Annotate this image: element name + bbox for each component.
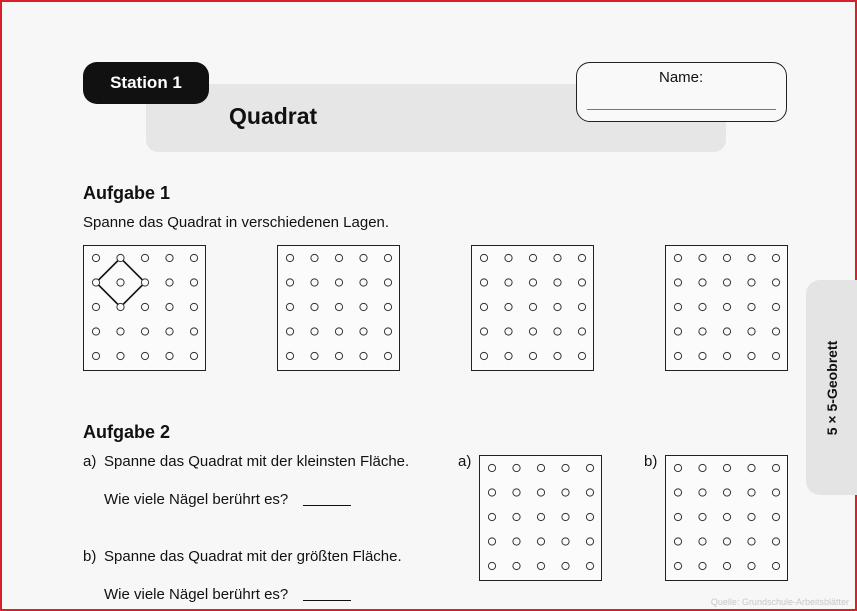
geoboard-peg[interactable] bbox=[335, 352, 342, 359]
geoboard-peg[interactable] bbox=[311, 303, 318, 310]
geoboard-peg[interactable] bbox=[505, 328, 512, 335]
side-tab-label: 5 × 5-Geobrett bbox=[824, 340, 840, 436]
geoboard-peg[interactable] bbox=[723, 489, 730, 496]
geoboard-peg[interactable] bbox=[699, 279, 706, 286]
geoboard-peg[interactable] bbox=[141, 303, 148, 310]
geoboard-peg[interactable] bbox=[723, 513, 730, 520]
geoboard-peg[interactable] bbox=[674, 513, 681, 520]
geoboard-3[interactable] bbox=[665, 245, 788, 371]
geoboard-peg[interactable] bbox=[286, 303, 293, 310]
geoboard-peg[interactable] bbox=[117, 279, 124, 286]
geoboard-peg[interactable] bbox=[488, 538, 495, 545]
aufgabe2-heading: Aufgabe 2 bbox=[83, 422, 171, 442]
geoboard-peg[interactable] bbox=[92, 328, 99, 335]
geoboard-peg[interactable] bbox=[772, 352, 779, 359]
geoboard-peg[interactable] bbox=[190, 328, 197, 335]
geoboard-peg[interactable] bbox=[748, 328, 755, 335]
geoboard-peg[interactable] bbox=[360, 254, 367, 261]
part-b-answer-line[interactable] bbox=[303, 600, 351, 601]
part-a-answer-line[interactable] bbox=[303, 505, 351, 506]
geoboard-peg[interactable] bbox=[335, 328, 342, 335]
geoboard-peg[interactable] bbox=[190, 279, 197, 286]
geoboard-peg[interactable] bbox=[480, 352, 487, 359]
geoboard-peg[interactable] bbox=[586, 464, 593, 471]
geoboard-peg[interactable] bbox=[505, 254, 512, 261]
geoboard-peg[interactable] bbox=[772, 538, 779, 545]
geoboard-peg[interactable] bbox=[699, 562, 706, 569]
geoboard-peg[interactable] bbox=[674, 352, 681, 359]
geoboard-peg[interactable] bbox=[723, 279, 730, 286]
geoboard-peg[interactable] bbox=[554, 303, 561, 310]
geoboard-peg[interactable] bbox=[488, 513, 495, 520]
geoboard-peg[interactable] bbox=[488, 464, 495, 471]
aufgabe1-heading: Aufgabe 1 bbox=[83, 183, 171, 203]
geoboard-peg[interactable] bbox=[674, 538, 681, 545]
geoboard-peg[interactable] bbox=[286, 352, 293, 359]
geoboard-peg[interactable] bbox=[748, 352, 755, 359]
geoboard-peg[interactable] bbox=[311, 279, 318, 286]
geoboard-peg[interactable] bbox=[141, 328, 148, 335]
geoboard-peg[interactable] bbox=[384, 254, 391, 261]
geoboard-peg[interactable] bbox=[578, 352, 585, 359]
geoboard-peg[interactable] bbox=[748, 513, 755, 520]
geoboard-peg[interactable] bbox=[384, 328, 391, 335]
geoboard-peg[interactable] bbox=[166, 328, 173, 335]
geoboard-peg[interactable] bbox=[513, 513, 520, 520]
part-b-marker: b) bbox=[83, 548, 97, 565]
geoboard-peg[interactable] bbox=[513, 538, 520, 545]
geoboard-peg[interactable] bbox=[190, 303, 197, 310]
part-a-text: Spanne das Quadrat mit der kleinsten Fläche. bbox=[104, 453, 410, 470]
geoboard-peg[interactable] bbox=[586, 538, 593, 545]
geoboard-peg[interactable] bbox=[578, 279, 585, 286]
geoboard-peg[interactable] bbox=[529, 254, 536, 261]
geoboard-peg[interactable] bbox=[141, 352, 148, 359]
geoboard-peg[interactable] bbox=[748, 562, 755, 569]
geoboard-peg[interactable] bbox=[772, 562, 779, 569]
geoboard-peg[interactable] bbox=[699, 489, 706, 496]
geoboard-peg[interactable] bbox=[286, 328, 293, 335]
geoboard-peg[interactable] bbox=[141, 279, 148, 286]
geoboard-peg[interactable] bbox=[748, 279, 755, 286]
geoboard-peg[interactable] bbox=[335, 303, 342, 310]
geoboard-peg[interactable] bbox=[674, 328, 681, 335]
geoboard-peg[interactable] bbox=[360, 279, 367, 286]
geoboard-peg[interactable] bbox=[562, 464, 569, 471]
geoboard-a[interactable] bbox=[479, 455, 602, 581]
geoboard-peg[interactable] bbox=[699, 538, 706, 545]
geoboard-peg[interactable] bbox=[537, 489, 544, 496]
watermark: Quelle: Grundschule-Arbeitsblätter bbox=[710, 597, 849, 607]
geoboard-peg[interactable] bbox=[562, 513, 569, 520]
geoboard-peg[interactable] bbox=[384, 303, 391, 310]
geoboard-peg[interactable] bbox=[562, 489, 569, 496]
geoboard-peg[interactable] bbox=[92, 303, 99, 310]
board-b-label: b) bbox=[644, 453, 658, 470]
geoboard-peg[interactable] bbox=[488, 562, 495, 569]
geoboard-peg[interactable] bbox=[190, 352, 197, 359]
geoboard-peg[interactable] bbox=[480, 254, 487, 261]
geoboard-peg[interactable] bbox=[505, 303, 512, 310]
geoboard-peg[interactable] bbox=[537, 513, 544, 520]
geoboard-peg[interactable] bbox=[723, 538, 730, 545]
geoboard-peg[interactable] bbox=[586, 513, 593, 520]
geoboard-peg[interactable] bbox=[92, 352, 99, 359]
geoboard-peg[interactable] bbox=[562, 562, 569, 569]
geoboard-peg[interactable] bbox=[537, 464, 544, 471]
board-a-label: a) bbox=[458, 453, 472, 470]
geoboard-peg[interactable] bbox=[513, 562, 520, 569]
geoboard-2[interactable] bbox=[471, 245, 594, 371]
geoboard-peg[interactable] bbox=[190, 254, 197, 261]
geoboard-peg[interactable] bbox=[384, 279, 391, 286]
name-label: Name: bbox=[659, 69, 704, 86]
geoboard-peg[interactable] bbox=[92, 254, 99, 261]
geoboard-peg[interactable] bbox=[699, 254, 706, 261]
geoboard-peg[interactable] bbox=[537, 538, 544, 545]
geoboard-peg[interactable] bbox=[92, 279, 99, 286]
geoboard-peg[interactable] bbox=[335, 279, 342, 286]
geoboard-peg[interactable] bbox=[480, 303, 487, 310]
geoboard-peg[interactable] bbox=[723, 303, 730, 310]
geoboard-peg[interactable] bbox=[141, 254, 148, 261]
geoboard-peg[interactable] bbox=[674, 562, 681, 569]
geoboard-peg[interactable] bbox=[384, 352, 391, 359]
geoboard-peg[interactable] bbox=[723, 562, 730, 569]
geoboard-peg[interactable] bbox=[554, 279, 561, 286]
geoboard-peg[interactable] bbox=[772, 328, 779, 335]
geoboard-peg[interactable] bbox=[772, 254, 779, 261]
geoboard-peg[interactable] bbox=[529, 303, 536, 310]
geoboard-peg[interactable] bbox=[166, 279, 173, 286]
geoboard-peg[interactable] bbox=[335, 254, 342, 261]
geoboard-peg[interactable] bbox=[529, 352, 536, 359]
geoboard-peg[interactable] bbox=[554, 328, 561, 335]
geoboard-peg[interactable] bbox=[699, 303, 706, 310]
geoboard-b[interactable] bbox=[665, 455, 788, 581]
geoboard-peg[interactable] bbox=[166, 303, 173, 310]
geoboard-peg[interactable] bbox=[537, 562, 544, 569]
geoboard-peg[interactable] bbox=[772, 513, 779, 520]
geoboard-peg[interactable] bbox=[674, 254, 681, 261]
page-title: Quadrat bbox=[229, 103, 318, 129]
geoboard-peg[interactable] bbox=[578, 254, 585, 261]
part-b-question: Wie viele Nägel berührt es? bbox=[104, 586, 289, 603]
station-badge: Station 1 bbox=[83, 62, 209, 104]
geoboard-peg[interactable] bbox=[480, 279, 487, 286]
geoboard-peg[interactable] bbox=[360, 328, 367, 335]
geoboard-peg[interactable] bbox=[286, 254, 293, 261]
part-b-text: Spanne das Quadrat mit der größten Fläche. bbox=[104, 548, 402, 565]
part-a-question: Wie viele Nägel berührt es? bbox=[104, 491, 289, 508]
geoboard-peg[interactable] bbox=[529, 328, 536, 335]
geoboard-peg[interactable] bbox=[586, 562, 593, 569]
geoboard-peg[interactable] bbox=[513, 464, 520, 471]
geoboard-peg[interactable] bbox=[554, 254, 561, 261]
geoboard-peg[interactable] bbox=[360, 352, 367, 359]
geoboard-peg[interactable] bbox=[772, 464, 779, 471]
geoboard-peg[interactable] bbox=[117, 352, 124, 359]
aufgabe1-instruction: Spanne das Quadrat in verschiedenen Lagen. bbox=[83, 214, 390, 231]
geoboard-peg[interactable] bbox=[723, 464, 730, 471]
geoboard-peg[interactable] bbox=[480, 328, 487, 335]
geoboard-peg[interactable] bbox=[723, 254, 730, 261]
geoboard-peg[interactable] bbox=[748, 303, 755, 310]
geoboard-peg[interactable] bbox=[699, 464, 706, 471]
geoboard-peg[interactable] bbox=[674, 464, 681, 471]
geoboard-peg[interactable] bbox=[772, 303, 779, 310]
geoboard-peg[interactable] bbox=[311, 254, 318, 261]
part-a-marker: a) bbox=[83, 453, 97, 470]
geoboard-1[interactable] bbox=[277, 245, 400, 371]
geoboard-example bbox=[83, 245, 206, 371]
geoboard-peg[interactable] bbox=[674, 303, 681, 310]
geoboard-peg[interactable] bbox=[699, 328, 706, 335]
geoboard-peg[interactable] bbox=[748, 464, 755, 471]
geoboard-peg[interactable] bbox=[674, 279, 681, 286]
geoboard-peg[interactable] bbox=[772, 489, 779, 496]
geoboard-peg[interactable] bbox=[513, 489, 520, 496]
geoboard-peg[interactable] bbox=[311, 352, 318, 359]
geoboard-peg[interactable] bbox=[166, 254, 173, 261]
geoboard-peg[interactable] bbox=[117, 303, 124, 310]
geoboard-peg[interactable] bbox=[166, 352, 173, 359]
geoboard-peg[interactable] bbox=[505, 352, 512, 359]
name-input-line[interactable] bbox=[587, 109, 776, 110]
geoboard-peg[interactable] bbox=[562, 538, 569, 545]
geoboard-peg[interactable] bbox=[723, 352, 730, 359]
geoboard-peg[interactable] bbox=[699, 352, 706, 359]
geoboard-peg[interactable] bbox=[748, 489, 755, 496]
geoboard-peg[interactable] bbox=[311, 328, 318, 335]
geoboard-peg[interactable] bbox=[723, 328, 730, 335]
geoboard-peg[interactable] bbox=[529, 279, 536, 286]
geoboard-peg[interactable] bbox=[578, 303, 585, 310]
geoboard-peg[interactable] bbox=[554, 352, 561, 359]
geoboard-peg[interactable] bbox=[578, 328, 585, 335]
geoboard-peg[interactable] bbox=[505, 279, 512, 286]
geoboard-peg[interactable] bbox=[117, 254, 124, 261]
geoboard-peg[interactable] bbox=[117, 328, 124, 335]
geoboard-peg[interactable] bbox=[772, 279, 779, 286]
geoboard-peg[interactable] bbox=[748, 254, 755, 261]
geoboard-peg[interactable] bbox=[488, 489, 495, 496]
geoboard-peg[interactable] bbox=[748, 538, 755, 545]
name-box bbox=[576, 62, 787, 122]
geoboard-peg[interactable] bbox=[699, 513, 706, 520]
geoboard-peg[interactable] bbox=[286, 279, 293, 286]
geoboard-peg[interactable] bbox=[360, 303, 367, 310]
geoboard-peg[interactable] bbox=[674, 489, 681, 496]
geoboard-peg[interactable] bbox=[586, 489, 593, 496]
